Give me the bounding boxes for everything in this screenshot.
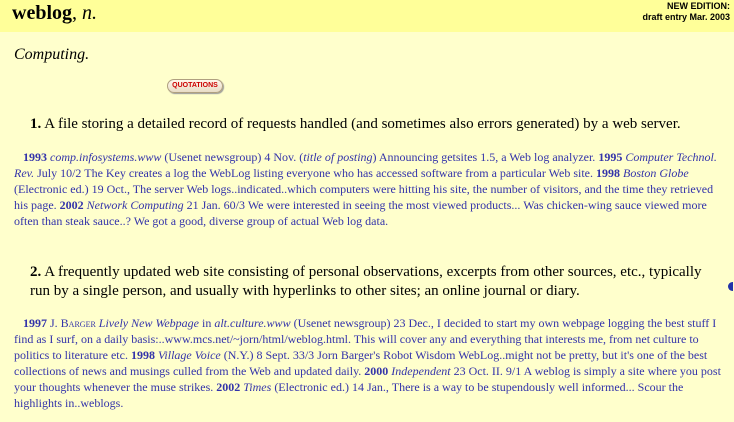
quote-source: Times bbox=[243, 380, 272, 394]
quote-text: The server Web logs..indicated..which computers were hitting his site, the number of visitors, and the time they retrieved his page. bbox=[14, 182, 714, 212]
sense-number: 1. bbox=[30, 116, 42, 132]
quote-details: (Electronic ed.) 14 Jan., bbox=[274, 380, 389, 394]
quote-details: (Usenet newsgroup) 4 Nov. ( bbox=[164, 150, 304, 164]
definition-text: A frequently updated web site consisting of personal observations, excerpts from other sources, etc., typically run by a single person, and usually with hyperlinks to other sites; an online journal or diary. bbox=[30, 264, 702, 299]
edge-marker-icon bbox=[728, 282, 733, 291]
sense-2-definition bbox=[30, 263, 720, 301]
quote-year: 2002 bbox=[59, 198, 84, 212]
quote-details: 23 Oct. II. 9/1 bbox=[453, 364, 522, 378]
quote-text: There is a way to be stupendously well informed... Scour the highlights in..weblogs. bbox=[14, 380, 684, 410]
quote-details: 21 Jan. 60/3 bbox=[186, 198, 246, 212]
quote-source: Independent bbox=[391, 364, 451, 378]
quote-source: Village Voice bbox=[157, 348, 221, 362]
part-of-speech: n. bbox=[82, 2, 97, 24]
quote-year: 1998 bbox=[130, 348, 155, 362]
quote-text: We were interested in seeing the most viewed products... Was chicken-wing sauce viewed more often than steak sauce..? We got a good, diverse group of actual Web log data. bbox=[14, 198, 707, 228]
sense-2-quotations bbox=[14, 315, 726, 411]
quote-text: Jorn Barger's Robot Wisdom WebLog..might not be pretty, but it's one of the best collections of news and musings culled from the Web and updated daily. bbox=[14, 348, 708, 378]
quote-details: (N.Y.) 8 Sept. 33/3 bbox=[223, 348, 315, 362]
subject-label: Computing. bbox=[14, 46, 90, 63]
quote-source: comp.infosystems.www bbox=[50, 150, 162, 164]
quote-year: 1995 bbox=[598, 150, 623, 164]
headword: weblog, n. bbox=[12, 2, 97, 24]
sense-1-definition bbox=[30, 115, 681, 134]
quote-text: I decided to start my own webpage logging the best stuff I find as I surf, on a daily basis:..www.mcs.net/~jorn/html/weblog.html. This will cover any and everything that interests me, from net culture to politics to literature etc. bbox=[14, 316, 717, 362]
sense-number: 2. bbox=[30, 264, 42, 280]
quote-details: July 10/2 bbox=[37, 166, 82, 180]
quote-year: 2002 bbox=[216, 380, 241, 394]
quote-source-2: alt.culture.www bbox=[214, 316, 291, 330]
edition-note bbox=[642, 1, 730, 23]
headword-text: weblog bbox=[12, 2, 72, 24]
edition-line2: draft entry Mar. 2003 bbox=[642, 12, 730, 22]
sense-1-quotations bbox=[14, 149, 726, 229]
quote-source: Boston Globe bbox=[623, 166, 689, 180]
quote-title: title of posting bbox=[303, 150, 373, 164]
entry-header bbox=[0, 0, 734, 32]
quote-source: Network Computing bbox=[86, 198, 184, 212]
definition-text: A file storing a detailed record of requests handled (and sometimes also errors generated) by a web server. bbox=[44, 116, 681, 132]
quotations-button[interactable]: QUOTATIONS bbox=[167, 79, 223, 93]
quote-details: (Usenet newsgroup) 23 Dec., bbox=[293, 316, 434, 330]
quote-details: (Electronic ed.) 19 Oct., bbox=[14, 182, 130, 196]
quote-text: ) Announcing getsites 1.5, a Web log analyzer. bbox=[372, 150, 596, 164]
quote-year: 2000 bbox=[364, 364, 389, 378]
quote-text: The Key creates a log the WebLog listing everyone who has accessed software from a particular Web site. bbox=[84, 166, 594, 180]
quote-year: 1997 bbox=[23, 316, 47, 330]
quote-year: 1993 bbox=[23, 150, 47, 164]
quote-details-pre: in bbox=[199, 316, 215, 330]
quote-source: Lively New Webpage bbox=[98, 316, 199, 330]
quote-source: Computer Technol. Rev. bbox=[14, 150, 717, 180]
quote-text: A weblog is simply a site where you post your thoughts whenever the muse strikes. bbox=[14, 364, 721, 394]
edition-line1: NEW EDITION: bbox=[667, 1, 730, 11]
quote-year: 1998 bbox=[596, 166, 621, 180]
quote-author: J. Barger bbox=[50, 316, 96, 330]
